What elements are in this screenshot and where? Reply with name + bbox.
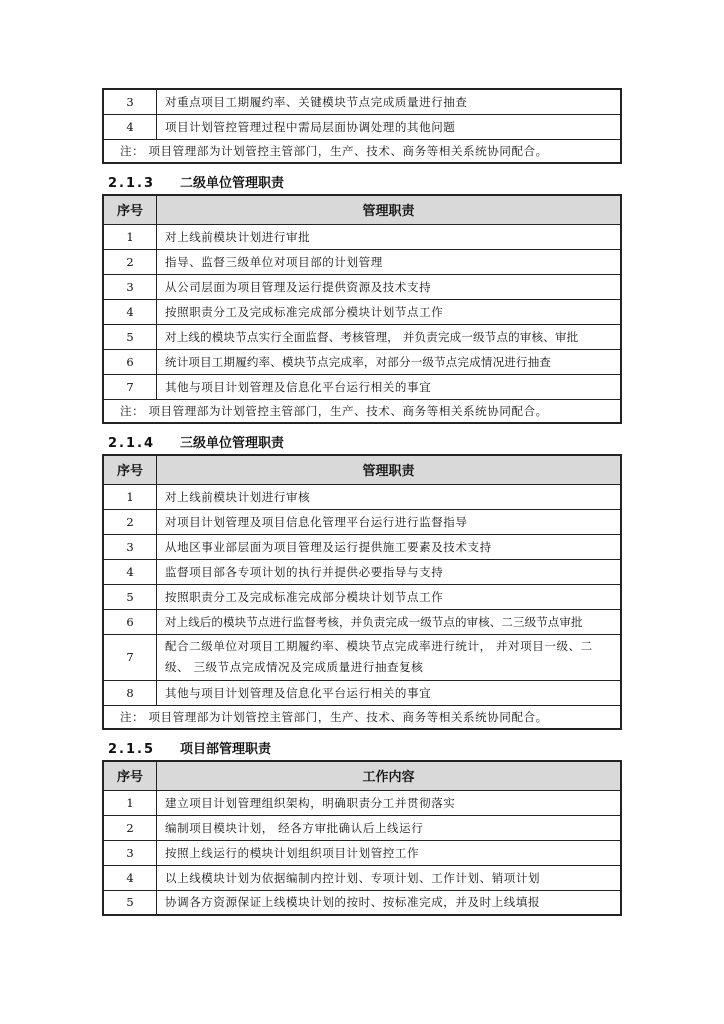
row-number: 1: [103, 484, 157, 509]
section-heading-2-1-5: [108, 740, 622, 760]
table-row: [103, 324, 621, 349]
table-row: [103, 865, 621, 890]
col-header-duty: 管理职责: [157, 455, 622, 485]
row-text: 从公司层面为项目管理及运行提供资源及技术支持: [157, 274, 622, 299]
table-row: [103, 840, 621, 865]
row-number: 5: [103, 890, 157, 915]
row-text: 其他与项目计划管理及信息化平台运行相关的事宜: [157, 374, 622, 399]
row-number: 6: [103, 349, 157, 374]
note-row: [103, 399, 621, 423]
note-row: [103, 705, 621, 729]
table-row: [103, 224, 621, 249]
table-row: [103, 249, 621, 274]
document-page: [102, 88, 622, 916]
table-header-row: [103, 195, 621, 225]
row-text: 其他与项目计划管理及信息化平台运行相关的事宜: [157, 680, 622, 705]
row-number: 7: [103, 634, 157, 680]
table-row: [103, 374, 621, 399]
table-row: [103, 274, 621, 299]
row-text: 配合二级单位对项目工期履约率、模块节点完成率进行统计， 并对项目一级、二级、 三级节点完成情况及完成质量进行抽查复核: [157, 634, 622, 680]
section-heading-2-1-4: [108, 434, 622, 454]
row-number: 4: [103, 299, 157, 324]
table-project-dept: [102, 760, 622, 917]
row-text: 建立项目计划管理组织架构，明确职责分工并贯彻落实: [157, 790, 622, 815]
row-text: 编制项目模块计划， 经各方审批确认后上线运行: [157, 815, 622, 840]
row-text: 对上线后的模块节点进行监督考核，并负责完成一级节点的审核、二三级节点审批: [157, 609, 622, 634]
row-number: 5: [103, 584, 157, 609]
table-note: 注： 项目管理部为计划管控主管部门，生产、技术、商务等相关系统协同配合。: [103, 705, 621, 729]
row-text: 监督项目部各专项计划的执行并提供必要指导与支持: [157, 559, 622, 584]
row-text: 以上线模块计划为依据编制内控计划、专项计划、工作计划、销项计划: [157, 865, 622, 890]
table-row: [103, 299, 621, 324]
row-number: 2: [103, 509, 157, 534]
row-number: 5: [103, 324, 157, 349]
row-text: 对上线的模块节点实行全面监督、考核管理， 并负责完成一级节点的审核、审批: [157, 324, 622, 349]
row-number: 4: [103, 559, 157, 584]
row-text: 对项目计划管理及项目信息化管理平台运行进行监督指导: [157, 509, 622, 534]
row-number: 4: [103, 865, 157, 890]
table-row: [103, 559, 621, 584]
table-row: [103, 114, 621, 139]
row-number: 8: [103, 680, 157, 705]
row-text: 对上线前模块计划进行审批: [157, 224, 622, 249]
col-header-work-content: 工作内容: [157, 761, 622, 791]
table-row: [103, 609, 621, 634]
table-header-row: [103, 761, 621, 791]
table-row: [103, 790, 621, 815]
row-text: 对重点项目工期履约率、关键模块节点完成质量进行抽查: [157, 89, 622, 114]
row-text: 对上线前模块计划进行审核: [157, 484, 622, 509]
row-text: 从地区事业部层面为项目管理及运行提供施工要素及技术支持: [157, 534, 622, 559]
col-header-number: 序号: [103, 455, 157, 485]
table-row: [103, 509, 621, 534]
table-row: [103, 815, 621, 840]
row-number: 3: [103, 840, 157, 865]
row-text: 统计项目工期履约率、模块节点完成率，对部分一级节点完成情况进行抽查: [157, 349, 622, 374]
section-title: 项目部管理职责: [180, 741, 272, 757]
table-note: 注： 项目管理部为计划管控主管部门，生产、技术、商务等相关系统协同配合。: [103, 139, 621, 163]
row-text: 项目计划管控管理过程中需局层面协调处理的其他问题: [157, 114, 622, 139]
row-text: 按照上线运行的模块计划组织项目计划管控工作: [157, 840, 622, 865]
row-number: 3: [103, 534, 157, 559]
row-text: 指导、监督三级单位对项目部的计划管理: [157, 249, 622, 274]
section-heading-2-1-3: [108, 174, 622, 194]
row-text: 按照职责分工及完成标准完成部分模块计划节点工作: [157, 584, 622, 609]
row-number: 1: [103, 224, 157, 249]
table-row: [103, 89, 621, 114]
row-number: 6: [103, 609, 157, 634]
section-title: 二级单位管理职责: [180, 175, 285, 191]
col-header-number: 序号: [103, 761, 157, 791]
section-number: 2.1.5: [108, 741, 156, 757]
row-number: 2: [103, 249, 157, 274]
col-header-number: 序号: [103, 195, 157, 225]
table-header-row: [103, 455, 621, 485]
row-number: 2: [103, 815, 157, 840]
section-title: 三级单位管理职责: [180, 435, 285, 451]
table-row: [103, 680, 621, 705]
row-text: 协调各方资源保证上线模块计划的按时、按标准完成，并及时上线填报: [157, 890, 622, 915]
row-number: 7: [103, 374, 157, 399]
table-row: [103, 534, 621, 559]
row-number: 4: [103, 114, 157, 139]
col-header-duty: 管理职责: [157, 195, 622, 225]
table-note: 注： 项目管理部为计划管控主管部门，生产、技术、商务等相关系统协同配合。: [103, 399, 621, 423]
section-number: 2.1.4: [108, 435, 156, 451]
table-row: [103, 890, 621, 915]
row-number: 3: [103, 274, 157, 299]
row-number: 3: [103, 89, 157, 114]
note-row: [103, 139, 621, 163]
row-number: 1: [103, 790, 157, 815]
section-number: 2.1.3: [108, 175, 156, 191]
table-secondary-unit: [102, 194, 622, 424]
table-top-continuation: [102, 88, 622, 164]
table-row: [103, 484, 621, 509]
table-tertiary-unit: [102, 454, 622, 730]
table-row: [103, 584, 621, 609]
table-row: [103, 634, 621, 680]
table-row: [103, 349, 621, 374]
row-text: 按照职责分工及完成标准完成部分模块计划节点工作: [157, 299, 622, 324]
